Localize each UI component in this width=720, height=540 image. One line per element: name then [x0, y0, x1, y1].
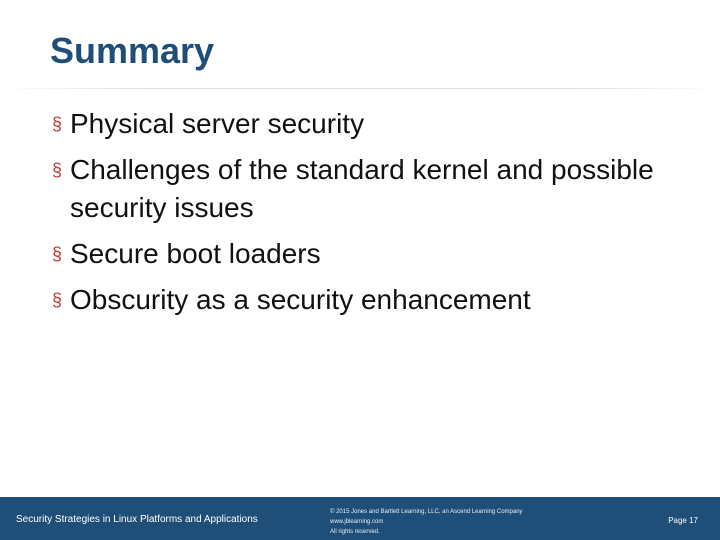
bullet-list — [52, 105, 672, 327]
title-divider — [0, 88, 720, 89]
copyright-line: © 2015 Jones and Bartlett Learning, LLC, an Ascend Learning Company — [330, 509, 523, 515]
bullet-marker-icon: § — [52, 114, 63, 134]
footer-bar — [0, 497, 720, 540]
bullet-item — [52, 151, 672, 227]
bullet-item — [52, 235, 672, 273]
footer-course-title: Security Strategies in Linux Platforms and Applications — [16, 514, 258, 525]
bullet-text: Obscurity as a security enhancement — [70, 284, 531, 315]
bullet-marker-icon: § — [52, 160, 63, 180]
publisher-website: www.jblearning.com — [330, 519, 384, 525]
rights-statement: All rights reserved. — [330, 529, 380, 535]
bullet-text: Secure boot loaders — [70, 238, 321, 269]
slide-title: Summary — [50, 30, 215, 71]
bullet-marker-icon: § — [52, 244, 63, 264]
page-number: Page 17 — [668, 516, 698, 525]
bullet-item — [52, 281, 672, 319]
bullet-item — [52, 105, 672, 143]
footer-copyright — [330, 507, 523, 537]
bullet-text: Physical server security — [70, 108, 365, 139]
bullet-marker-icon: § — [52, 290, 63, 310]
bullet-text: Challenges of the standard kernel and possible security issues — [70, 154, 654, 223]
